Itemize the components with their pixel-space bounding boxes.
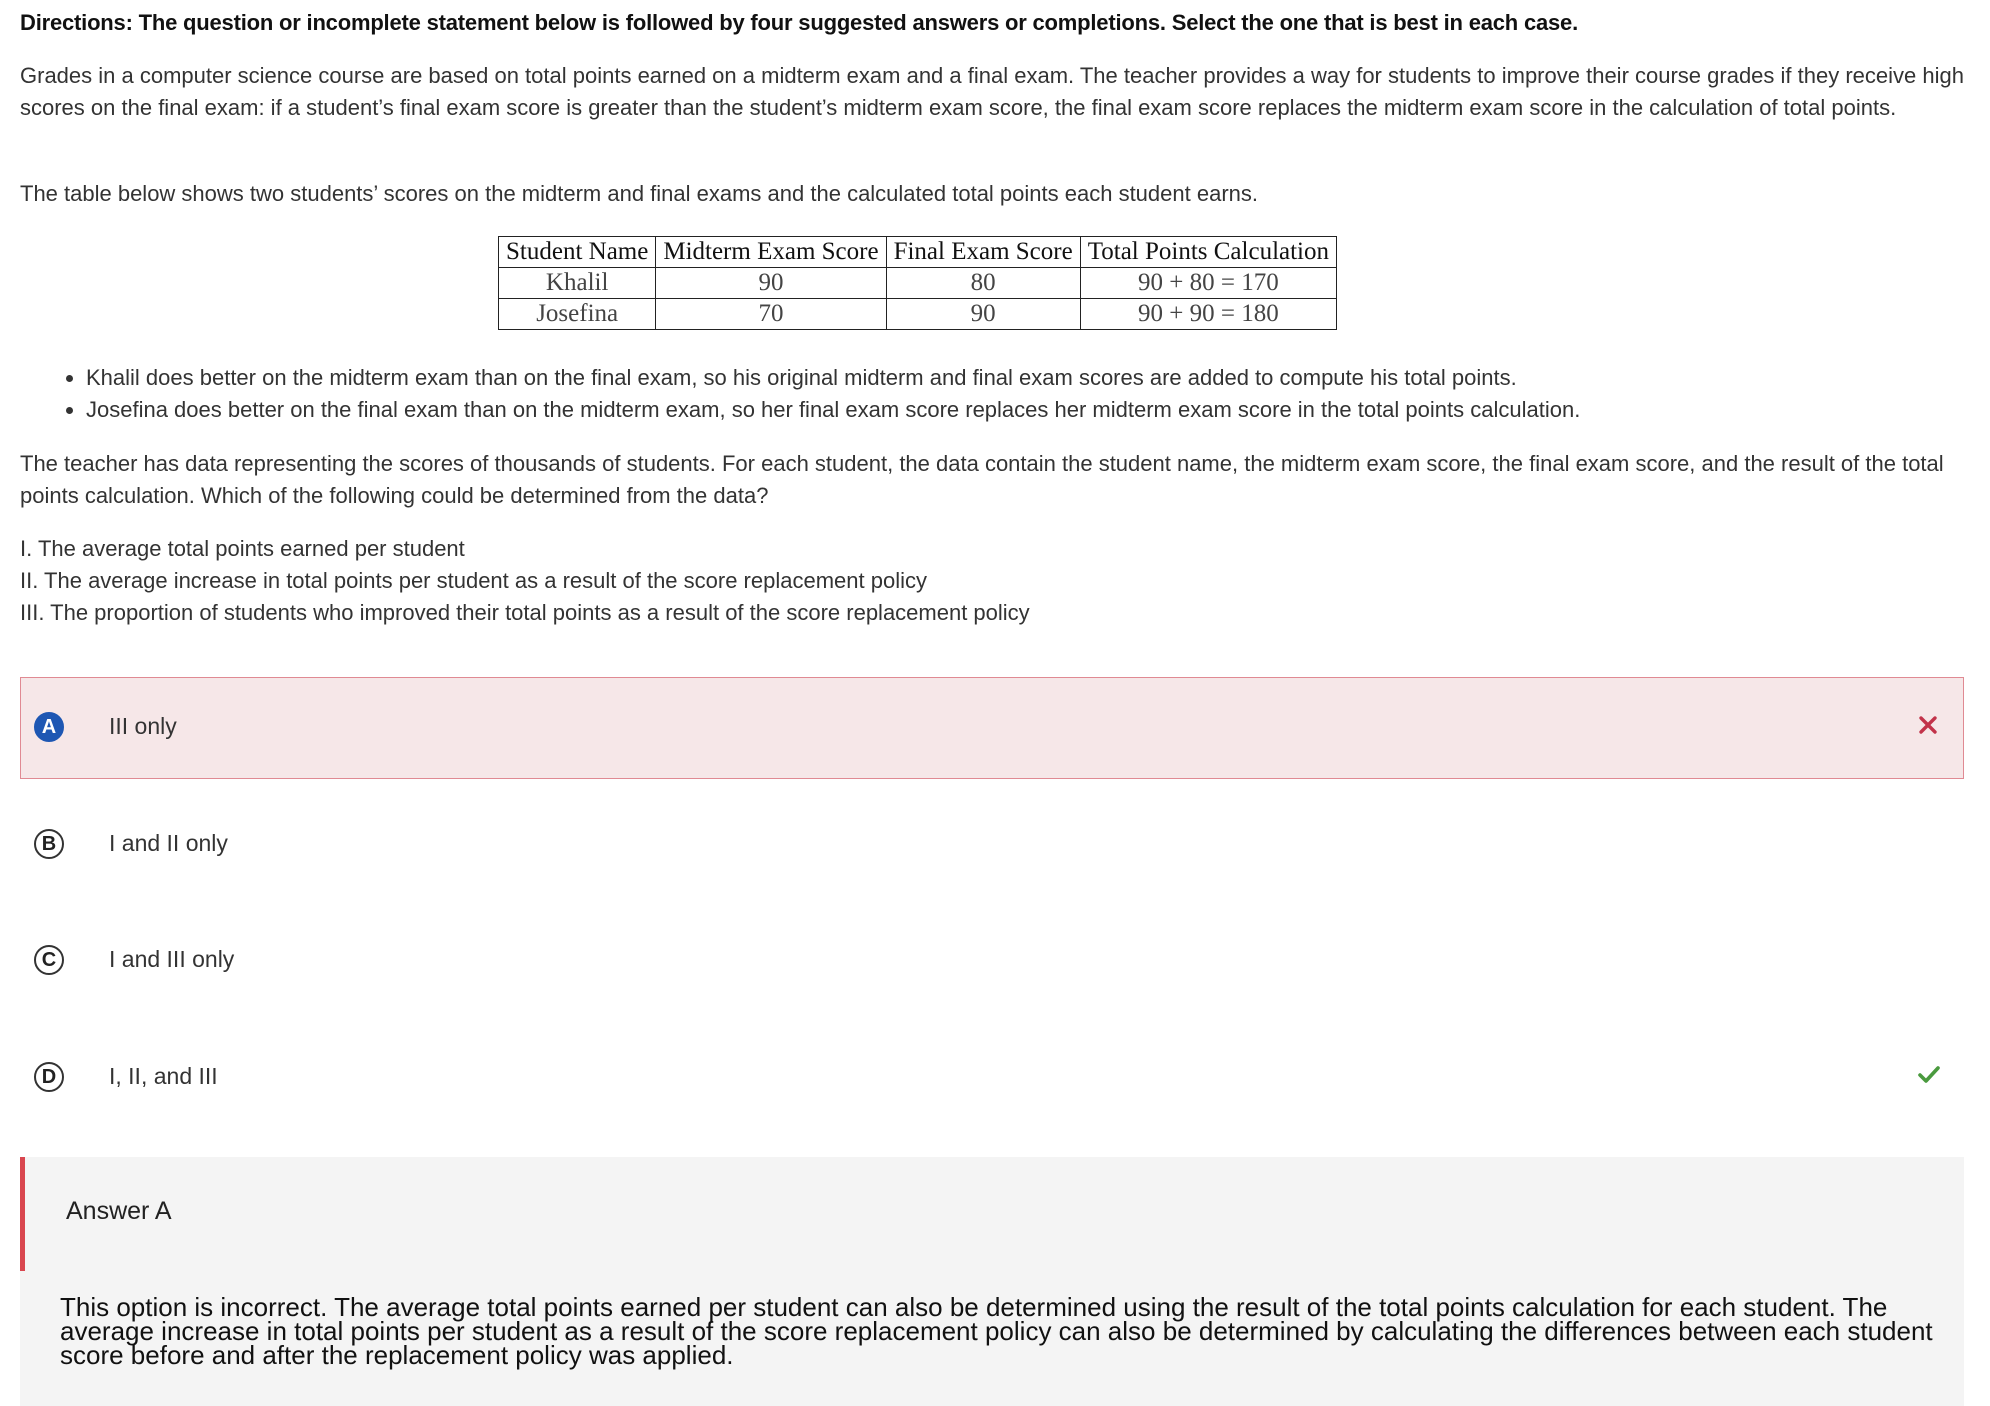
statement-1: I. The average total points earned per student bbox=[20, 536, 465, 561]
explanation-bullets bbox=[40, 362, 1580, 426]
table-cell: 90 bbox=[656, 268, 886, 299]
question-paragraph-3: The teacher has data representing the scores of thousands of students. For each student, the data contain the student name, the midterm exam score, the final exam score, and the result of the total points calculation. Which of the following could be determined from the data? bbox=[20, 451, 1944, 508]
table-row bbox=[499, 299, 1337, 330]
option-letter-d: D bbox=[34, 1062, 64, 1092]
statements-list bbox=[20, 533, 1030, 629]
table-header-cell: Midterm Exam Score bbox=[656, 237, 886, 268]
table-cell: 70 bbox=[656, 299, 886, 330]
feedback-title: Answer A bbox=[66, 1197, 172, 1225]
question-paragraph-2: The table below shows two students’ scores on the midterm and final exams and the calculated total points each student earns. bbox=[20, 181, 1258, 206]
table-cell: 90 bbox=[886, 299, 1080, 330]
question-paragraph-1: Grades in a computer science course are based on total points earned on a midterm exam and a final exam. The teacher provides a way for students to improve their course grades if they receive high scores on the final exam: if a student’s final exam score is greater than the student’s midterm exam score, the final exam score replaces the midterm exam score in the calculation of total points. bbox=[20, 63, 1964, 120]
table-cell: 90 + 80 = 170 bbox=[1080, 268, 1336, 299]
option-letter-c: C bbox=[34, 945, 64, 975]
option-letter-a: A bbox=[34, 712, 64, 742]
table-header-cell: Total Points Calculation bbox=[1080, 237, 1336, 268]
table-header-row bbox=[499, 237, 1337, 268]
option-letter-b: B bbox=[34, 829, 64, 859]
statement-2: II. The average increase in total points per student as a result of the score replacement policy bbox=[20, 568, 927, 593]
table-cell: Josefina bbox=[499, 299, 656, 330]
option-label-b: I and II only bbox=[109, 830, 228, 856]
directions: Directions: The question or incomplete statement below is followed by four suggested answers or completions. Select the one that is best in each case. bbox=[20, 10, 1579, 35]
answer-feedback bbox=[20, 1157, 1964, 1406]
table-cell: 90 + 90 = 180 bbox=[1080, 299, 1336, 330]
feedback-text: This option is incorrect. The average total points earned per student can also be determined using the result of the total points calculation for each student. The average increase in total points per student as a result of the score replacement policy can also be determined by calculating the differences between each student score before and after the replacement policy was applied. bbox=[60, 1292, 1933, 1370]
table-cell: Khalil bbox=[499, 268, 656, 299]
answer-option-c[interactable] bbox=[20, 910, 1964, 1012]
list-item: • Khalil does better on the midterm exam than on the final exam, so his original midterm and final exam scores are added to compute his total points. bbox=[86, 362, 1580, 394]
option-label-a: III only bbox=[109, 713, 177, 739]
table-header-cell: Student Name bbox=[499, 237, 656, 268]
option-label-c: I and III only bbox=[109, 946, 235, 972]
answer-option-a[interactable] bbox=[20, 677, 1964, 779]
feedback-accent-bar bbox=[20, 1157, 25, 1271]
statement-3: III. The proportion of students who improved their total points as a result of the score replacement policy bbox=[20, 600, 1030, 625]
table-cell: 80 bbox=[886, 268, 1080, 299]
table-row bbox=[499, 268, 1337, 299]
option-label-d: I, II, and III bbox=[109, 1063, 218, 1089]
list-item: • Josefina does better on the final exam than on the midterm exam, so her final exam score replaces her midterm exam score in the total points calculation. bbox=[86, 394, 1580, 426]
x-icon bbox=[1913, 710, 1943, 740]
answer-option-d[interactable] bbox=[20, 1027, 1964, 1129]
check-icon bbox=[1914, 1059, 1944, 1089]
table-header-cell: Final Exam Score bbox=[886, 237, 1080, 268]
answer-option-b[interactable] bbox=[20, 794, 1964, 896]
scores-table bbox=[498, 236, 1337, 330]
